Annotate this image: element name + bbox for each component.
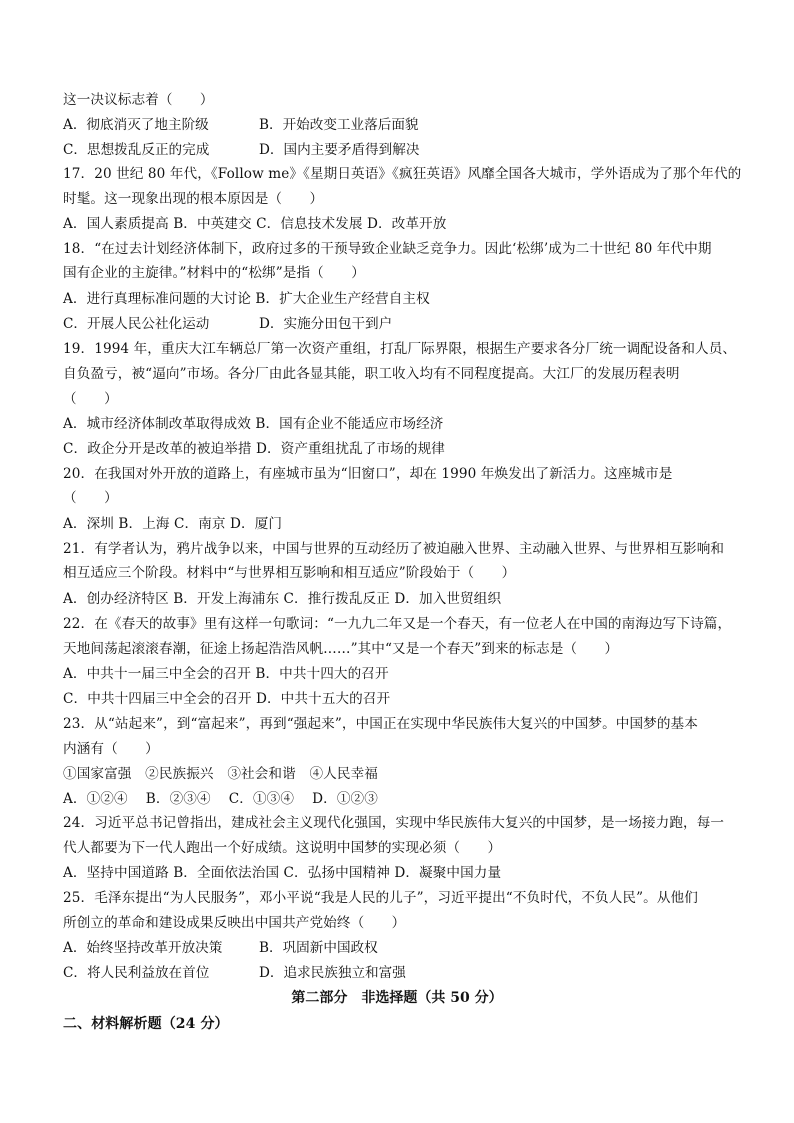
q19-options-cd: C．政企分开是改革的被迫举措 D．资产重组扰乱了市场的规律 xyxy=(63,441,445,457)
section-two-title: 二、材料解析题（24 分） xyxy=(63,1016,229,1032)
q23-options: A．①②④ B．②③④ C．①③④ D．①②③ xyxy=(63,791,378,807)
q25-stem-line2: 所创立的革命和建设成果反映出中国共产党始终（ ） xyxy=(63,915,406,931)
q25-option-c: C．将人民利益放在首位 xyxy=(63,965,210,981)
q18-option-c: C．开展人民公社化运动 xyxy=(63,316,210,332)
q22-options-cd: C．中共十四届三中全会的召开 D．中共十五大的召开 xyxy=(63,691,391,707)
q17-stem-line2: 时髦。这一现象出现的根本原因是（ ） xyxy=(63,191,324,207)
q20-stem-line1: 20．在我国对外开放的道路上，有座城市虽为“旧窗口”，却在 1990 年焕发出了新活力。这座城市是 xyxy=(63,466,673,482)
q16-stem: 这一决议标志着（ ） xyxy=(63,92,214,108)
q21-stem-line1: 21．有学者认为，鸦片战争以来，中国与世界的互动经历了被迫融入世界、主动融入世界、与世界相互影响和 xyxy=(63,541,725,557)
q19-options-ab: A．城市经济体制改革取得成效 B．国有企业不能适应市场经济 xyxy=(63,416,444,432)
q22-stem-line1: 22．在《春天的故事》里有这样一句歌词：“一九九二年又是一个春天，有一位老人在中国的南海边写下诗篇， xyxy=(63,616,732,632)
q22-options-ab: A．中共十一届三中全会的召开 B．中共十四大的召开 xyxy=(63,666,389,682)
q19-stem-line2: 自负盈亏，被“逼向”市场。各分厂由此各显其能，职工收入均有不同程度提高。大江厂的发展历程表明 xyxy=(63,366,680,382)
part-two-title: 第二部分 非选择题（共 50 分） xyxy=(291,990,503,1006)
q25-stem-line1: 25．毛泽东提出“为人民服务”，邓小平说“我是人民的儿子”，习近平提出“不负时代，不负人民”。从他们 xyxy=(63,890,698,906)
q25-option-b: B．巩固新中国政权 xyxy=(259,940,378,956)
q23-stem-line2: 内涵有（ ） xyxy=(63,741,159,757)
q16-option-c: C．思想拨乱反正的完成 xyxy=(63,142,210,158)
q17-options: A．国人素质提高 B．中英建交 C．信息技术发展 D．改革开放 xyxy=(63,216,447,232)
q18-stem-line2: 国有企业的主旋律。”材料中的“松绑”是指（ ） xyxy=(63,265,365,281)
q20-options: A．深圳 B．上海 C．南京 D．厦门 xyxy=(63,516,283,532)
q20-stem-line2: （ ） xyxy=(63,490,118,506)
q24-stem-line2: 代人都要为下一代人跑出一个好成绩。这说明中国梦的实现必须（ ） xyxy=(63,840,502,856)
q18-option-d: D．实施分田包干到户 xyxy=(259,316,393,332)
q17-stem-line1: 17．20 世纪 80 年代，《Follow me》《星期日英语》《疯狂英语》风靡全国各大城市，学外语成为了那个年代的 xyxy=(63,166,742,182)
q22-stem-line2: 天地间荡起滚滚春潮，征途上扬起浩浩风帆……”其中“又是一个春天”到来的标志是（ ） xyxy=(63,641,619,657)
q19-stem-line3: （ ） xyxy=(63,391,118,407)
q21-stem-line2: 相互适应三个阶段。材料中“与世界相互影响和相互适应”阶段始于（ ） xyxy=(63,565,516,581)
q23-items: ①国家富强 ②民族振兴 ③社会和谐 ④人民幸福 xyxy=(63,766,378,782)
q24-stem-line1: 24．习近平总书记曾指出，建成社会主义现代化强国，实现中华民族伟大复兴的中国梦，是一场接力跑，每一 xyxy=(63,815,725,831)
q16-option-a: A．彻底消灭了地主阶级 xyxy=(63,117,209,133)
q21-options: A．创办经济特区 B．开发上海浦东 C．推行拨乱反正 D．加入世贸组织 xyxy=(63,591,502,607)
q18-options-ab: A．进行真理标准问题的大讨论 B．扩大企业生产经营自主权 xyxy=(63,291,430,307)
q25-option-d: D．追求民族独立和富强 xyxy=(259,965,406,981)
q25-option-a: A．始终坚持改革开放决策 xyxy=(63,940,223,956)
q24-options: A．坚持中国道路 B．全面依法治国 C．弘扬中国精神 D．凝聚中国力量 xyxy=(63,865,502,881)
q23-stem-line1: 23．从“站起来”，到“富起来”，再到“强起来”，中国正在实现中华民族伟大复兴的中国梦。中国梦的基本 xyxy=(63,716,698,732)
q19-stem-line1: 19．1994 年，重庆大江车辆总厂第一次资产重组，打乱厂际界限，根据生产要求各分厂统一调配设备和人员、 xyxy=(63,341,737,357)
q18-stem-line1: 18．“在过去计划经济体制下，政府过多的干预导致企业缺乏竞争力。因此‘松绑’成为二十世纪 80 年代中期 xyxy=(63,241,712,257)
q16-option-b: B．开始改变工业落后面貌 xyxy=(259,117,419,133)
q16-option-d: D．国内主要矛盾得到解决 xyxy=(259,142,420,158)
